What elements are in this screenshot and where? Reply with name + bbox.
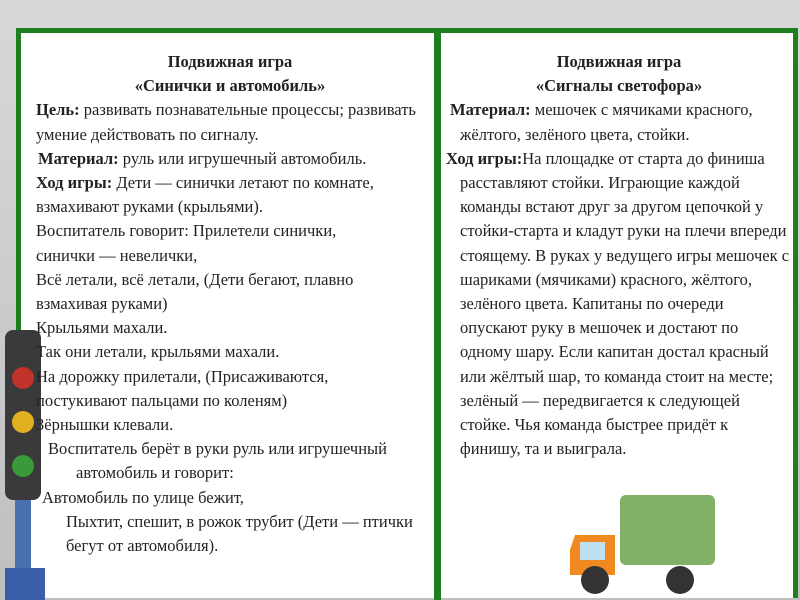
poem-line: Всё летали, всё летали, (Дети бегают, плавно xyxy=(36,269,354,289)
left-course xyxy=(28,171,432,219)
poem-lines xyxy=(28,219,432,437)
car-line: Автомобиль по улице бежит, xyxy=(42,487,244,507)
poem-line: взмахивая руками) xyxy=(36,294,168,314)
right-material-label: Материал: xyxy=(450,100,531,120)
poem-line: Крыльями махали. xyxy=(36,318,168,338)
goal-text: развивать познавательные процессы; развивать умение действовать по сигналу. xyxy=(36,100,416,144)
right-title-line2: «Сигналы светофора» xyxy=(535,76,703,96)
right-course-label: Ход игры: xyxy=(446,148,523,168)
poem-line: Зёрнышки клевали. xyxy=(36,415,174,435)
left-title-line1: Подвижная игра xyxy=(167,52,293,71)
goal-label: Цель: xyxy=(36,100,80,120)
left-goal xyxy=(28,98,432,146)
teacher-line: Воспитатель берёт в руки руль или игрушечный автомобиль и говорит: xyxy=(48,439,387,483)
truck-icon xyxy=(565,480,715,600)
right-material xyxy=(446,98,792,146)
left-title-line2: «Синички и автомобиль» xyxy=(134,76,326,96)
column-divider xyxy=(434,28,441,600)
right-title-line1: Подвижная игра xyxy=(556,52,682,71)
poem-line: синички — невелички, xyxy=(36,245,198,265)
poem-line: Воспитатель говорит: Прилетели синички, xyxy=(36,221,337,241)
left-material xyxy=(28,147,432,171)
left-course-text: Дети — синички летают по комнате, взмахивают руками (крыльями). xyxy=(36,173,374,217)
left-material-text: руль или игрушечный автомобиль. xyxy=(118,148,367,168)
poem-line: Так они летали, крыльями махали. xyxy=(36,342,280,362)
puffs-line: Пыхтит, спешит, в рожок трубит (Дети — птички бегут от автомобиля). xyxy=(66,511,413,556)
poem-line: На дорожку прилетали, (Присаживаются, xyxy=(36,366,329,386)
right-course-text: На площадке от старта до финиша расставляют стойки. Играющие каждой команды встают друг за другом цепочкой у стойки-старта и кладут руки на плечи впереди стоящему. В руках у ведущего игры мешочек с шариками (мячиками) красного, жёлтого, зелёного цвета. Капитаны по очереди опускают руку в мешочек и достают по одному шару. Если капитан достал красный или жёлтый шар, то команда стоит на месте; зелёный — передвигается к следующей стойке. Чья команда быстрее придёт к финишу, та и выиграла. xyxy=(460,148,790,459)
right-column xyxy=(446,50,792,461)
left-column xyxy=(28,50,432,558)
right-course xyxy=(446,147,792,462)
poem-line: постукивают пальцами по коленям) xyxy=(36,390,288,410)
left-course-label: Ход игры: xyxy=(36,173,113,193)
right-material-text: мешочек с мячиками красного, жёлтого, зелёного цвета, стойки. xyxy=(460,100,753,144)
left-material-label: Материал: xyxy=(38,148,119,168)
